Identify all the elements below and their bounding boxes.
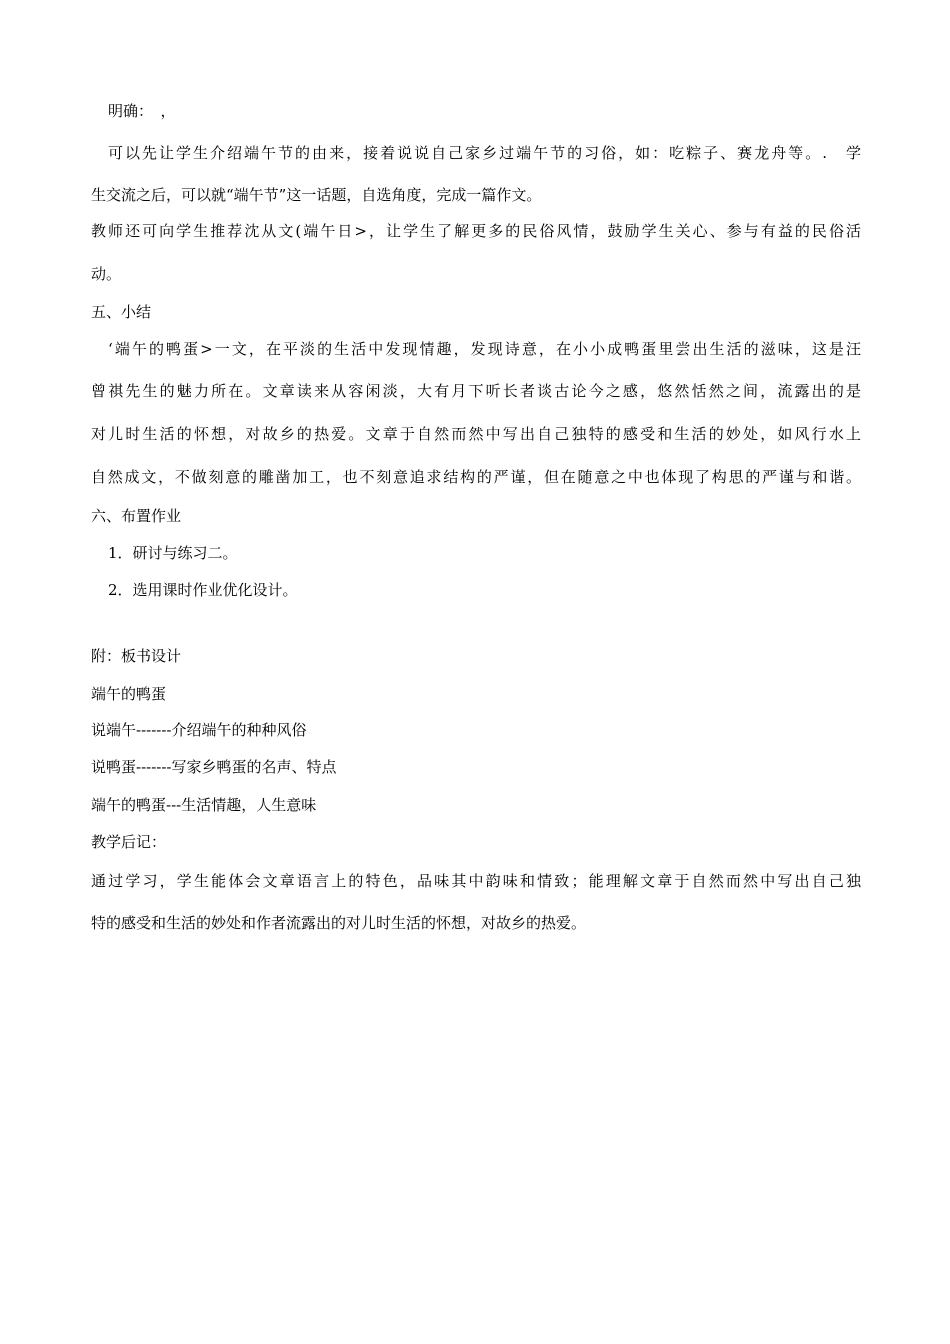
postscript-heading: 教学后记： xyxy=(91,833,167,851)
homework-heading: 六、布置作业 xyxy=(91,507,182,525)
board-title: 端午的鸭蛋 xyxy=(91,685,167,703)
postscript-line-1: 通过学习，学生能体会文章语言上的特色，品味其中韵味和情致；能理解文章于自然而然中写出自己独 xyxy=(91,872,861,890)
homework-item-2: 2．选用课时作业优化设计。 xyxy=(108,581,298,599)
summary-line-3: 对儿时生活的怀想，对故乡的热爱。文章于自然而然中写出自己独特的感受和生活的妙处，如风行水上 xyxy=(91,425,861,443)
homework-item-1: 1．研讨与练习二。 xyxy=(108,544,238,562)
intro-line-1: 可以先让学生介绍端午节的由来，接着说说自己家乡过端午节的习俗，如：吃粽子、赛龙舟等。. 学 xyxy=(108,144,861,162)
board-row-1: 说端午-------介绍端午的种种风俗 xyxy=(91,721,307,739)
summary-heading: 五、小结 xyxy=(91,303,152,321)
board-heading: 附：板书设计 xyxy=(91,647,182,665)
summary-line-2: 曾祺先生的魅力所在。文章读来从容闲淡，大有月下听长者谈古论今之感，悠然恬然之间，流露出的是 xyxy=(91,382,861,400)
recommend-line-2: 动。 xyxy=(91,265,122,283)
recommend-line-1: 教师还可向学生推荐沈从文(端午日>，让学生了解更多的民俗风情，鼓励学生关心、参与有益的民俗活 xyxy=(91,222,861,240)
board-row-3: 端午的鸭蛋---生活情趣，人生意味 xyxy=(91,796,317,814)
clarify-line: 明确： ， xyxy=(108,102,176,120)
intro-line-2: 生交流之后，可以就“端午节”这一话题，自选角度，完成一篇作文。 xyxy=(91,186,542,204)
board-row-2: 说鸭蛋-------写家乡鸭蛋的名声、特点 xyxy=(91,758,337,776)
summary-line-4: 自然成文，不做刻意的雕凿加工，也不刻意追求结构的严谨，但在随意之中也体现了构思的严谨与和谐。 xyxy=(91,468,861,486)
summary-line-1: ‘端午的鸭蛋>一文，在平淡的生活中发现情趣，发现诗意，在小小成鸭蛋里尝出生活的滋味，这是汪 xyxy=(108,340,861,358)
postscript-line-2: 特的感受和生活的妙处和作者流露出的对儿时生活的怀想，对故乡的热爱。 xyxy=(91,914,587,932)
